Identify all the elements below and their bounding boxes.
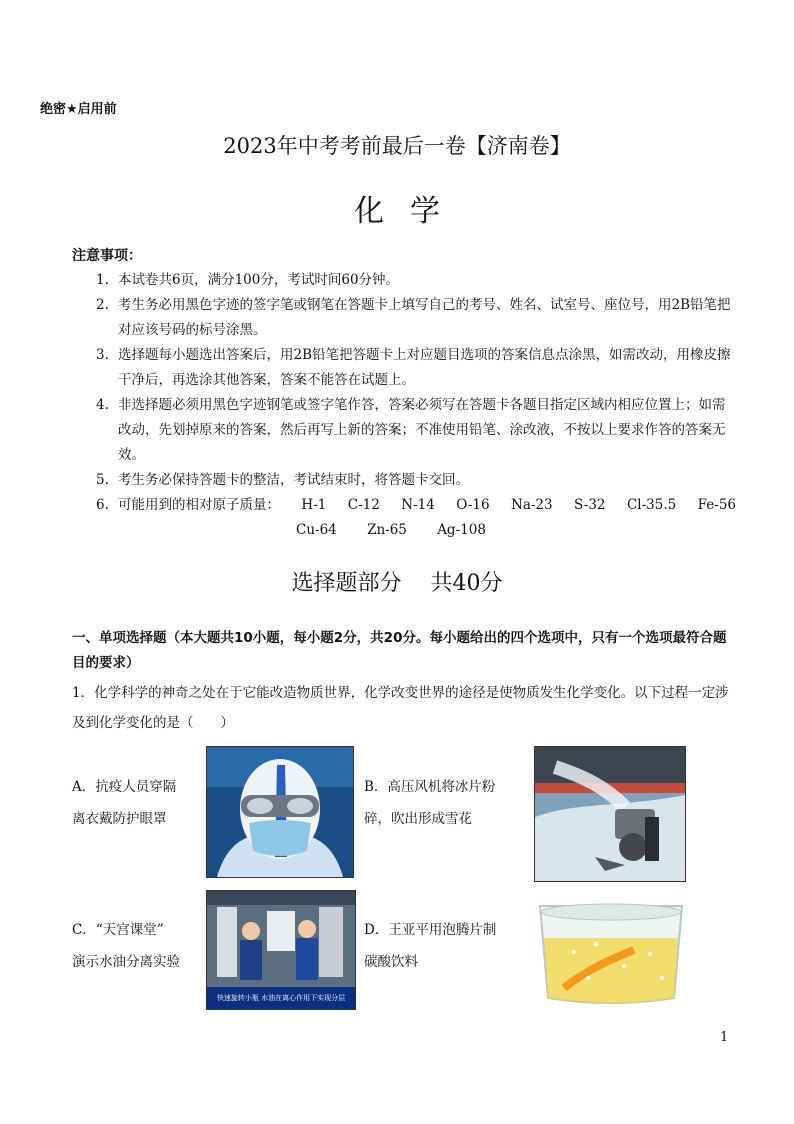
option-d-image xyxy=(534,892,688,1008)
notice-item: 5. 考生务必保持答题卡的整洁，考试结束时，将答题卡交回。 xyxy=(96,468,736,493)
notice-item: 1. 本试卷共6页，满分100分，考试时间60分钟。 xyxy=(96,268,736,293)
question-stem: 1．化学科学的神奇之处在于它能改造物质世界，化学改变世界的途径是使物质发生化学变化。以下过程一定涉及到化学变化的是（ ） xyxy=(72,685,729,731)
atomic-masses xyxy=(118,493,736,518)
notice-text: 考生务必用黑色字迹的签字笔或钢笔在答题卡上填写自己的考号、姓名、试室号、座位号，用2B铅笔把对应该号码的标号涂黑。 xyxy=(118,297,731,338)
notice-text: 本试卷共6页，满分100分，考试时间60分钟。 xyxy=(118,272,400,288)
mass-value: Zn-65 xyxy=(367,522,407,538)
option-a-image xyxy=(206,746,354,878)
notice-text: 选择题每小题选出答案后，用2B铅笔把答题卡上对应题目选项的答案信息点涂黑，如需改动，用橡皮擦干净后，再选涂其他答案，答案不能答在试题上。 xyxy=(118,347,731,388)
notice-item: 2. 考生务必用黑色字迹的签字笔或钢笔在答题卡上填写自己的考号、姓名、试室号、座位号，用2B铅笔把对应该号码的标号涂黑。 xyxy=(96,293,736,343)
notice-text: 考生务必保持答题卡的整洁，考试结束时，将答题卡交回。 xyxy=(118,472,469,488)
option-c-line1: C．“天宫课堂” xyxy=(72,922,164,938)
option-c-image xyxy=(206,890,356,1010)
mass-value: Cu-64 xyxy=(296,522,337,538)
notice-list xyxy=(96,268,736,543)
section-title: 选择题部分 共40分 xyxy=(291,571,503,596)
part-heading: 一、单项选择题（本大题共10小题，每小题2分，共20分。每小题给出的四个选项中，只有一个选项最符合题目的要求） xyxy=(72,630,727,671)
option-b[interactable] xyxy=(364,771,514,835)
mass-value: S-32 xyxy=(574,497,606,513)
notice-item: 4. 非选择题必须用黑色字迹钢笔或签字笔作答，答案必须写在答题卡各题目指定区域内相应位置上；如需改动，先划掉原来的答案，然后再写上新的答案；不准使用铅笔、涂改液，不按以上要求作答的答案无效。 xyxy=(96,393,736,468)
notice-item: 3. 选择题每小题选出答案后，用2B铅笔把答题卡上对应题目选项的答案信息点涂黑，如需改动，用橡皮擦干净后，再选涂其他答案，答案不能答在试题上。 xyxy=(96,343,736,393)
notice-heading: 注意事项： xyxy=(72,248,142,264)
mass-value: Cl-35.5 xyxy=(626,497,677,513)
notice-text: 非选择题必须用黑色字迹钢笔或签字笔作答，答案必须写在答题卡各题目指定区域内相应位置上；如需改动，先划掉原来的答案，然后再写上新的答案；不准使用铅笔、涂改液，不按以上要求作答的答案无效。 xyxy=(118,397,726,463)
mass-value: Na-23 xyxy=(511,497,553,513)
option-c-line2: 演示水油分离实验 xyxy=(72,954,180,970)
exam-title: 2023年中考考前最后一卷【济南卷】 xyxy=(223,134,571,158)
subject-title: 化学 xyxy=(354,194,466,229)
confidential-label: 绝密★启用前 xyxy=(40,102,117,117)
option-a-line1: A．抗疫人员穿隔 xyxy=(72,779,177,795)
option-a-line2: 离衣戴防护眼罩 xyxy=(72,811,167,827)
mass-value: C-12 xyxy=(347,497,380,513)
mass-value: Ag-108 xyxy=(437,522,486,538)
option-b-image xyxy=(534,746,686,882)
option-b-line2: 碎，吹出形成雪花 xyxy=(364,811,472,827)
notice-item-masses: 6. 可能用到的相对原子质量： H-1 C-12 N-14 O-16 Na-23 S-32 Cl-35.5 Fe-56 Cu-64 Zn-65 Ag-108 xyxy=(96,493,736,543)
option-d[interactable] xyxy=(364,914,514,978)
option-a[interactable] xyxy=(72,771,202,835)
mass-value: H-1 xyxy=(301,497,327,513)
masses-label: 可能用到的相对原子质量： xyxy=(118,497,280,513)
option-b-line1: B．高压风机将冰片粉 xyxy=(364,779,496,795)
mass-value: N-14 xyxy=(401,497,435,513)
atomic-masses-line2 xyxy=(118,518,736,543)
page-number: 1 xyxy=(720,1030,729,1045)
option-c[interactable] xyxy=(72,914,202,978)
option-c-caption: 快速旋转小瓶 水油在离心作用下实现分层 xyxy=(207,987,355,1009)
mass-value: Fe-56 xyxy=(697,497,736,513)
option-d-line1: D．王亚平用泡腾片制 xyxy=(364,922,497,938)
option-d-line2: 碳酸饮料 xyxy=(364,954,418,970)
mass-value: O-16 xyxy=(456,497,490,513)
